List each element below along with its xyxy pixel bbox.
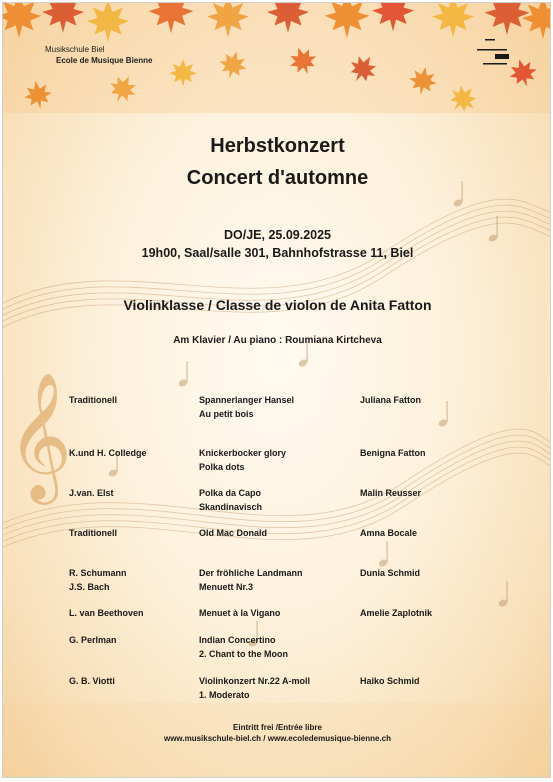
piece: Indian Concertino 2. Chant to the Moon	[199, 635, 288, 659]
composer: G. Perlman	[69, 635, 117, 645]
class-heading: Violinklasse / Classe de violon de Anita Fatton	[123, 297, 432, 313]
pianist-line: Am Klavier / Au piano : Roumiana Kirtcheva	[173, 335, 382, 346]
composer: R. Schumann J.S. Bach	[69, 568, 127, 592]
autumn-music-background	[3, 3, 551, 778]
school-name	[45, 44, 152, 66]
piece: Menuet à la Vigano	[199, 608, 281, 618]
composer: Traditionell	[69, 528, 118, 538]
composer: K.und H. Colledge	[69, 448, 147, 458]
piece: Knickerbocker glory Polka dots	[199, 448, 287, 472]
piece: Polka da Capo Skandinavisch	[199, 488, 263, 512]
piece: Old Mac Donald	[199, 528, 268, 538]
performer: Amelie Zaplotnik	[360, 608, 433, 618]
footer	[3, 722, 551, 744]
school-name-fr: Ecole de Musique Bienne	[56, 56, 153, 65]
performer: Dunia Schmid	[360, 568, 421, 578]
performer: Juliana Fatton	[360, 395, 422, 405]
concert-flyer	[2, 2, 551, 778]
composer: J.van. Elst	[69, 488, 114, 498]
performer: Benigna Fatton	[360, 448, 426, 458]
piece: Spannerlanger Hansel Au petit bois	[199, 395, 295, 419]
performer: Amna Bocale	[360, 528, 418, 538]
piece: Der fröhliche Landmann Menuett Nr.3	[199, 568, 303, 592]
page-title: Herbstkonzert	[210, 135, 345, 157]
performer: Haiko Schmid	[360, 676, 420, 686]
performer: Malin Reusser	[360, 488, 422, 498]
composer: L. van Beethoven	[69, 608, 144, 618]
treble-clef-icon: 𝄞	[7, 371, 73, 499]
event-date: DO/JE, 25.09.2025	[223, 228, 332, 242]
school-logo-icon	[473, 37, 511, 69]
event-time-place: 19h00, Saal/salle 301, Bahnhofstrasse 11, Biel	[141, 246, 414, 260]
composer: G. B. Viotti	[69, 676, 115, 686]
entry-note: Eintritt frei /Entrée libre	[233, 723, 322, 732]
website-links: www.musikschule-biel.ch / www.ecoledemusique-bienne.ch	[163, 734, 391, 743]
piece: Violinkonzert Nr.22 A-moll 1. Moderato	[199, 676, 311, 700]
page-title-fr: Concert d'automne	[186, 167, 369, 189]
school-name-de: Musikschule Biel	[45, 45, 105, 54]
composer: Traditionell	[69, 395, 118, 405]
